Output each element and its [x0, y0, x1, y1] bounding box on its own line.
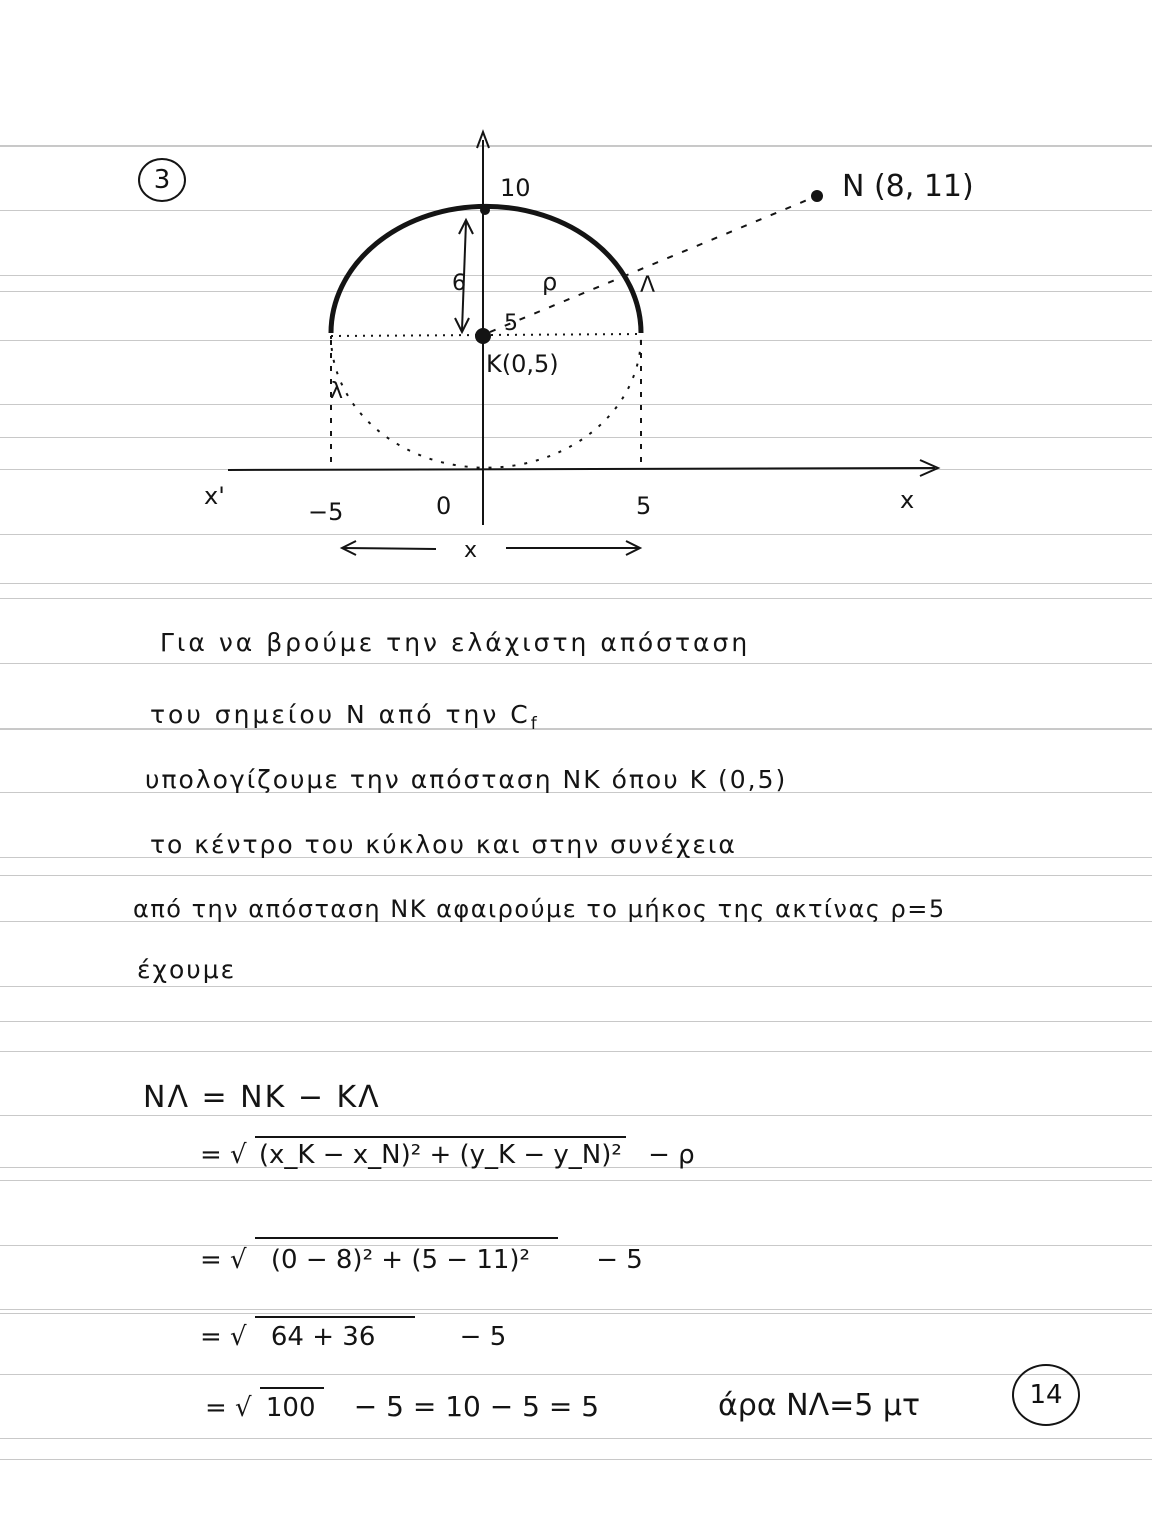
segment-KN-dashed: [490, 198, 812, 332]
point-N: [811, 190, 823, 202]
ruled-line: [0, 1374, 1152, 1375]
label-rho: ρ: [542, 268, 558, 296]
page-number: 3: [153, 165, 171, 195]
label-6: 6: [452, 271, 466, 296]
math-line-4-suffix: − 5: [459, 1322, 507, 1352]
semicircle-arc: [331, 206, 641, 333]
label-axis-x-neg: x': [204, 482, 225, 510]
label-5: 5: [504, 311, 518, 336]
ruled-line: [0, 1051, 1152, 1052]
text-line-2: [150, 700, 540, 734]
ruled-line: [0, 663, 1152, 664]
label-span-x: x: [464, 538, 478, 563]
text-line-5: από την απόσταση NK αφαιρούμε το μήκος της ακτίνας ρ=5: [133, 895, 946, 923]
conclusion: άρα NΛ=5 μτ: [718, 1388, 921, 1423]
center-point-K: [475, 328, 491, 344]
math-line-2-radicand: (x_K − x_N)² + (y_K − y_N)²: [255, 1136, 626, 1170]
subscript-f: f: [530, 714, 540, 734]
text-line-2-main: του σημείου N από την C: [150, 700, 531, 729]
label-top-10: 10: [500, 174, 531, 202]
ruled-line: [0, 986, 1152, 987]
label-lambda: λ: [330, 379, 344, 404]
label-tick-5: 5: [636, 492, 652, 520]
figure-semicircle-diagram: [0, 0, 1152, 600]
label-center-K: K(0,5): [486, 350, 559, 378]
math-line-3-radicand: (0 − 8)² + (5 − 11)²: [255, 1237, 558, 1275]
math-line-4: [200, 1322, 506, 1352]
math-line-4-radicand: 64 + 36: [255, 1316, 415, 1352]
label-Lambda: Λ: [640, 273, 656, 298]
x-axis: [228, 468, 935, 470]
ruled-line: [0, 1309, 1152, 1310]
label-axis-x-pos: x: [900, 486, 915, 514]
math-line-2-prefix: = √: [200, 1140, 247, 1170]
math-line-2-suffix: − ρ: [648, 1140, 695, 1170]
text-line-4: το κέντρο του κύκλου και στην συνέχεια: [150, 830, 737, 859]
text-line-1: Για να βρούμε την ελάχιστη απόσταση: [160, 628, 751, 657]
math-line-5-radicand: 100: [260, 1387, 324, 1423]
text-line-3: υπολογίζουμε την απόσταση NK όπου K (0,5): [145, 765, 788, 794]
top-point: [480, 205, 490, 215]
math-line-4-prefix: = √: [200, 1322, 247, 1352]
label-tick-0: 0: [436, 492, 452, 520]
ruled-line: [0, 1115, 1152, 1116]
math-line-3-suffix: − 5: [596, 1245, 643, 1275]
math-line-3-prefix: = √: [200, 1245, 247, 1275]
label-point-N: N (8, 11): [842, 169, 974, 204]
page-label-badge: [1012, 1364, 1080, 1426]
span-arrow-left: [343, 548, 436, 549]
math-line-5-prefix: = √: [205, 1393, 252, 1423]
math-line-3: [200, 1245, 643, 1275]
math-line-5-rest: − 5 = 10 − 5 = 5: [353, 1390, 600, 1423]
label-tick-minus5: −5: [308, 498, 344, 526]
math-line-1: NΛ = NK − KΛ: [143, 1080, 381, 1115]
text-line-6: έχουμε: [137, 955, 237, 984]
ruled-line: [0, 1180, 1152, 1181]
ruled-line: [0, 1438, 1152, 1439]
math-line-2: [200, 1140, 695, 1170]
page-label-right: 14: [1029, 1380, 1063, 1410]
math-line-5: [205, 1390, 599, 1423]
